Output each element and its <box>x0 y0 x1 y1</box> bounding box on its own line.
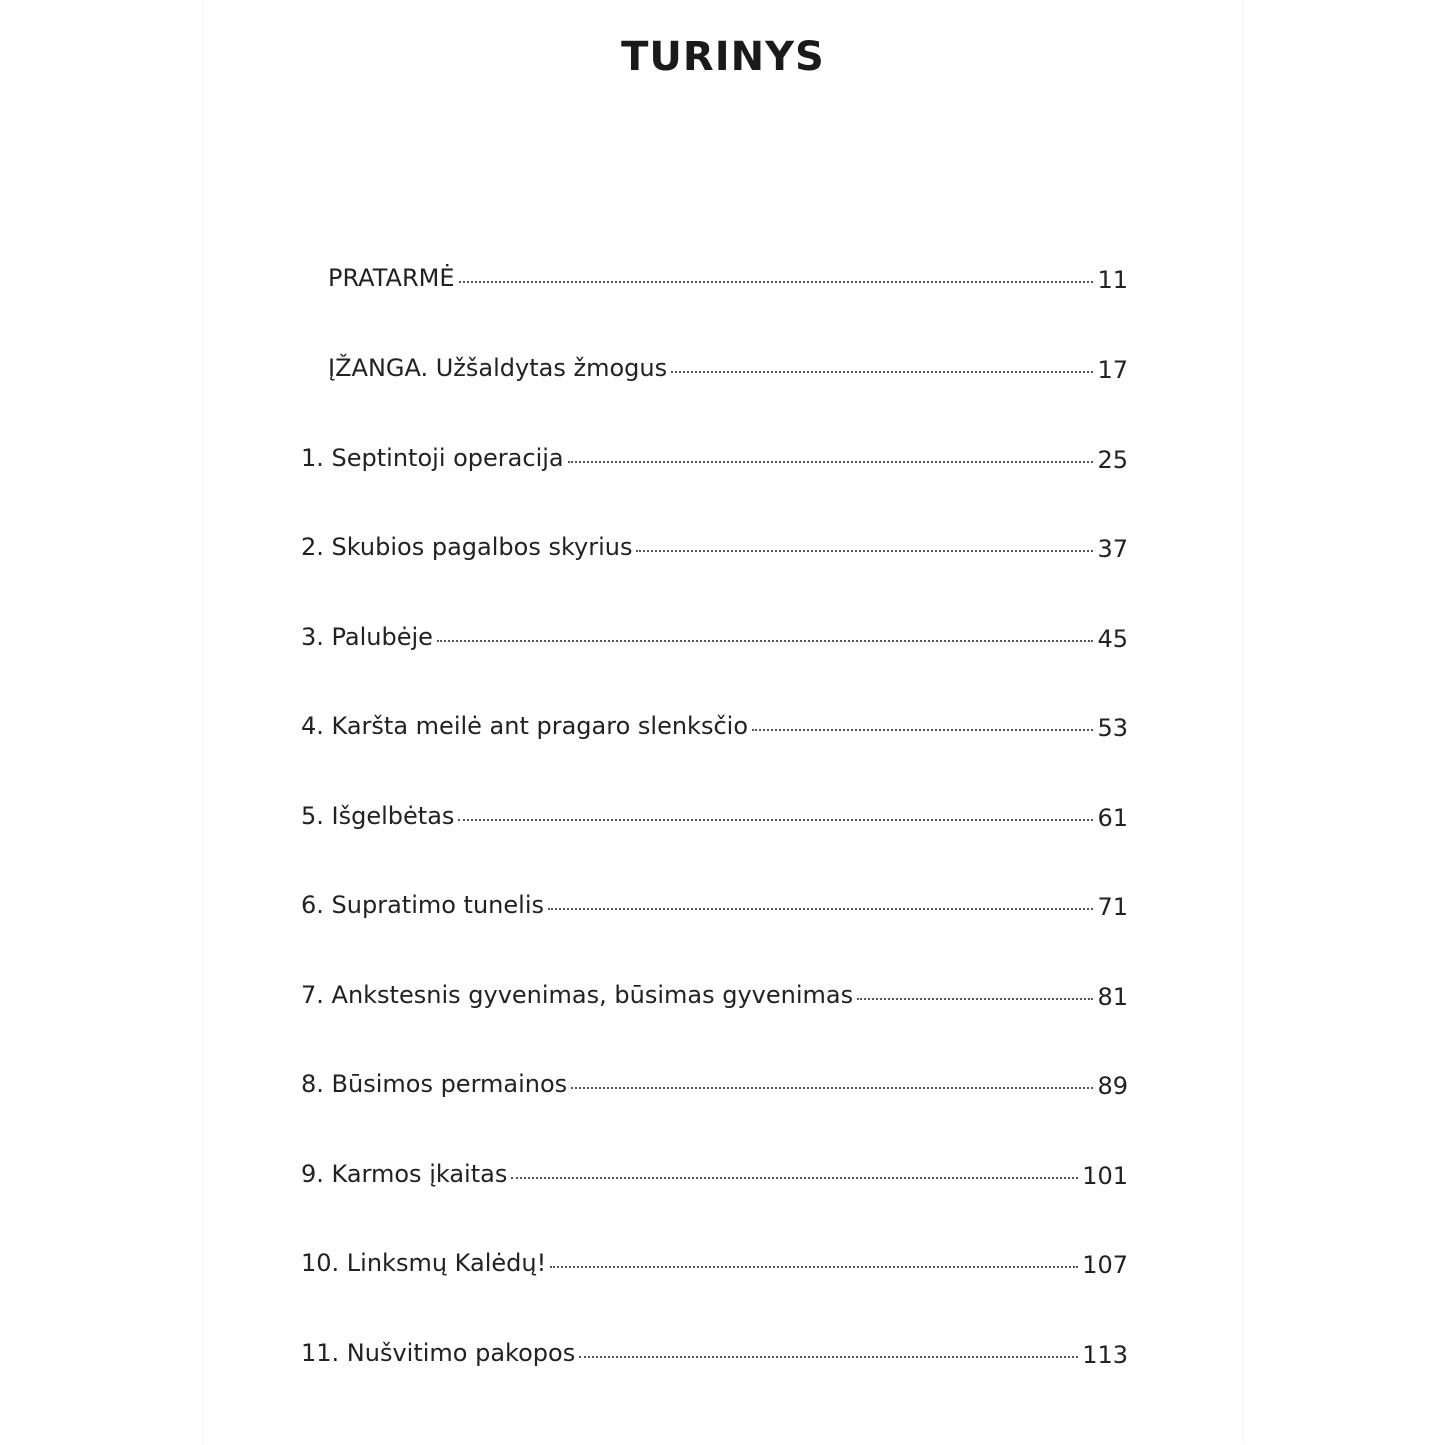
toc-entry-label: 5. Išgelbėtas <box>301 802 455 830</box>
toc-entry-label: 3. Palubėje <box>301 623 433 651</box>
toc-entry-label: 9. Karmos įkaitas <box>301 1160 508 1188</box>
dot-leader <box>671 371 1093 373</box>
toc-entry-6 <box>301 801 1128 831</box>
toc-entry-page: 81 <box>1097 983 1128 1011</box>
toc-entry-5 <box>301 711 1128 741</box>
toc-entry-page: 11 <box>1097 266 1128 294</box>
dot-leader <box>458 819 1093 821</box>
dot-leader <box>636 550 1093 552</box>
toc-entry-7 <box>301 890 1128 920</box>
dot-leader <box>511 1177 1078 1179</box>
dot-leader <box>857 998 1093 1000</box>
toc-entry-label: 6. Supratimo tunelis <box>301 891 544 919</box>
toc-entry-page: 61 <box>1097 804 1128 832</box>
toc-entry-page: 45 <box>1097 625 1128 653</box>
toc-entry-11 <box>301 1248 1128 1278</box>
toc-entry-page: 53 <box>1097 714 1128 742</box>
toc-entry-label: 1. Septintoji operacija <box>301 444 564 472</box>
toc-entry-page: 17 <box>1097 356 1128 384</box>
dot-leader <box>752 729 1093 731</box>
toc-entry-page: 101 <box>1082 1162 1128 1190</box>
toc-entry-4 <box>301 622 1128 652</box>
toc-entry-label: 11. Nušvitimo pakopos <box>301 1339 576 1367</box>
toc-entry-label: 7. Ankstesnis gyvenimas, būsimas gyvenimas <box>301 981 854 1009</box>
toc-entry-label: PRATARMĖ <box>328 264 455 292</box>
dot-leader <box>579 1356 1078 1358</box>
toc-entry-3 <box>301 532 1128 562</box>
toc-entry-page: 25 <box>1097 446 1128 474</box>
dot-leader <box>568 461 1094 463</box>
toc-entry-label: 10. Linksmų Kalėdų! <box>301 1249 547 1277</box>
toc-entry-page: 107 <box>1082 1251 1128 1279</box>
toc-entry-label: 8. Būsimos permainos <box>301 1070 568 1098</box>
toc-entry-label: 4. Karšta meilė ant pragaro slenksčio <box>301 712 748 740</box>
toc-entry-1 <box>328 353 1128 383</box>
toc-entry-page: 113 <box>1082 1341 1128 1369</box>
toc-entry-10 <box>301 1159 1128 1189</box>
toc-entry-label: ĮŽANGA. Užšaldytas žmogus <box>328 354 668 382</box>
page-title: TURINYS <box>621 34 825 80</box>
toc-entry-9 <box>301 1069 1128 1099</box>
toc-entry-8 <box>301 980 1128 1010</box>
toc-entry-12 <box>301 1338 1128 1368</box>
toc-entry-0 <box>328 263 1128 293</box>
dot-leader <box>548 908 1093 910</box>
dot-leader <box>571 1087 1093 1089</box>
dot-leader <box>437 640 1094 642</box>
toc-entry-page: 71 <box>1097 893 1128 921</box>
toc-entry-page: 37 <box>1097 535 1128 563</box>
dot-leader <box>550 1266 1078 1268</box>
toc-entry-label: 2. Skubios pagalbos skyrius <box>301 533 633 561</box>
dot-leader <box>459 281 1094 283</box>
book-page <box>204 0 1242 1445</box>
toc-entry-page: 89 <box>1097 1072 1128 1100</box>
toc-entry-2 <box>301 443 1128 473</box>
